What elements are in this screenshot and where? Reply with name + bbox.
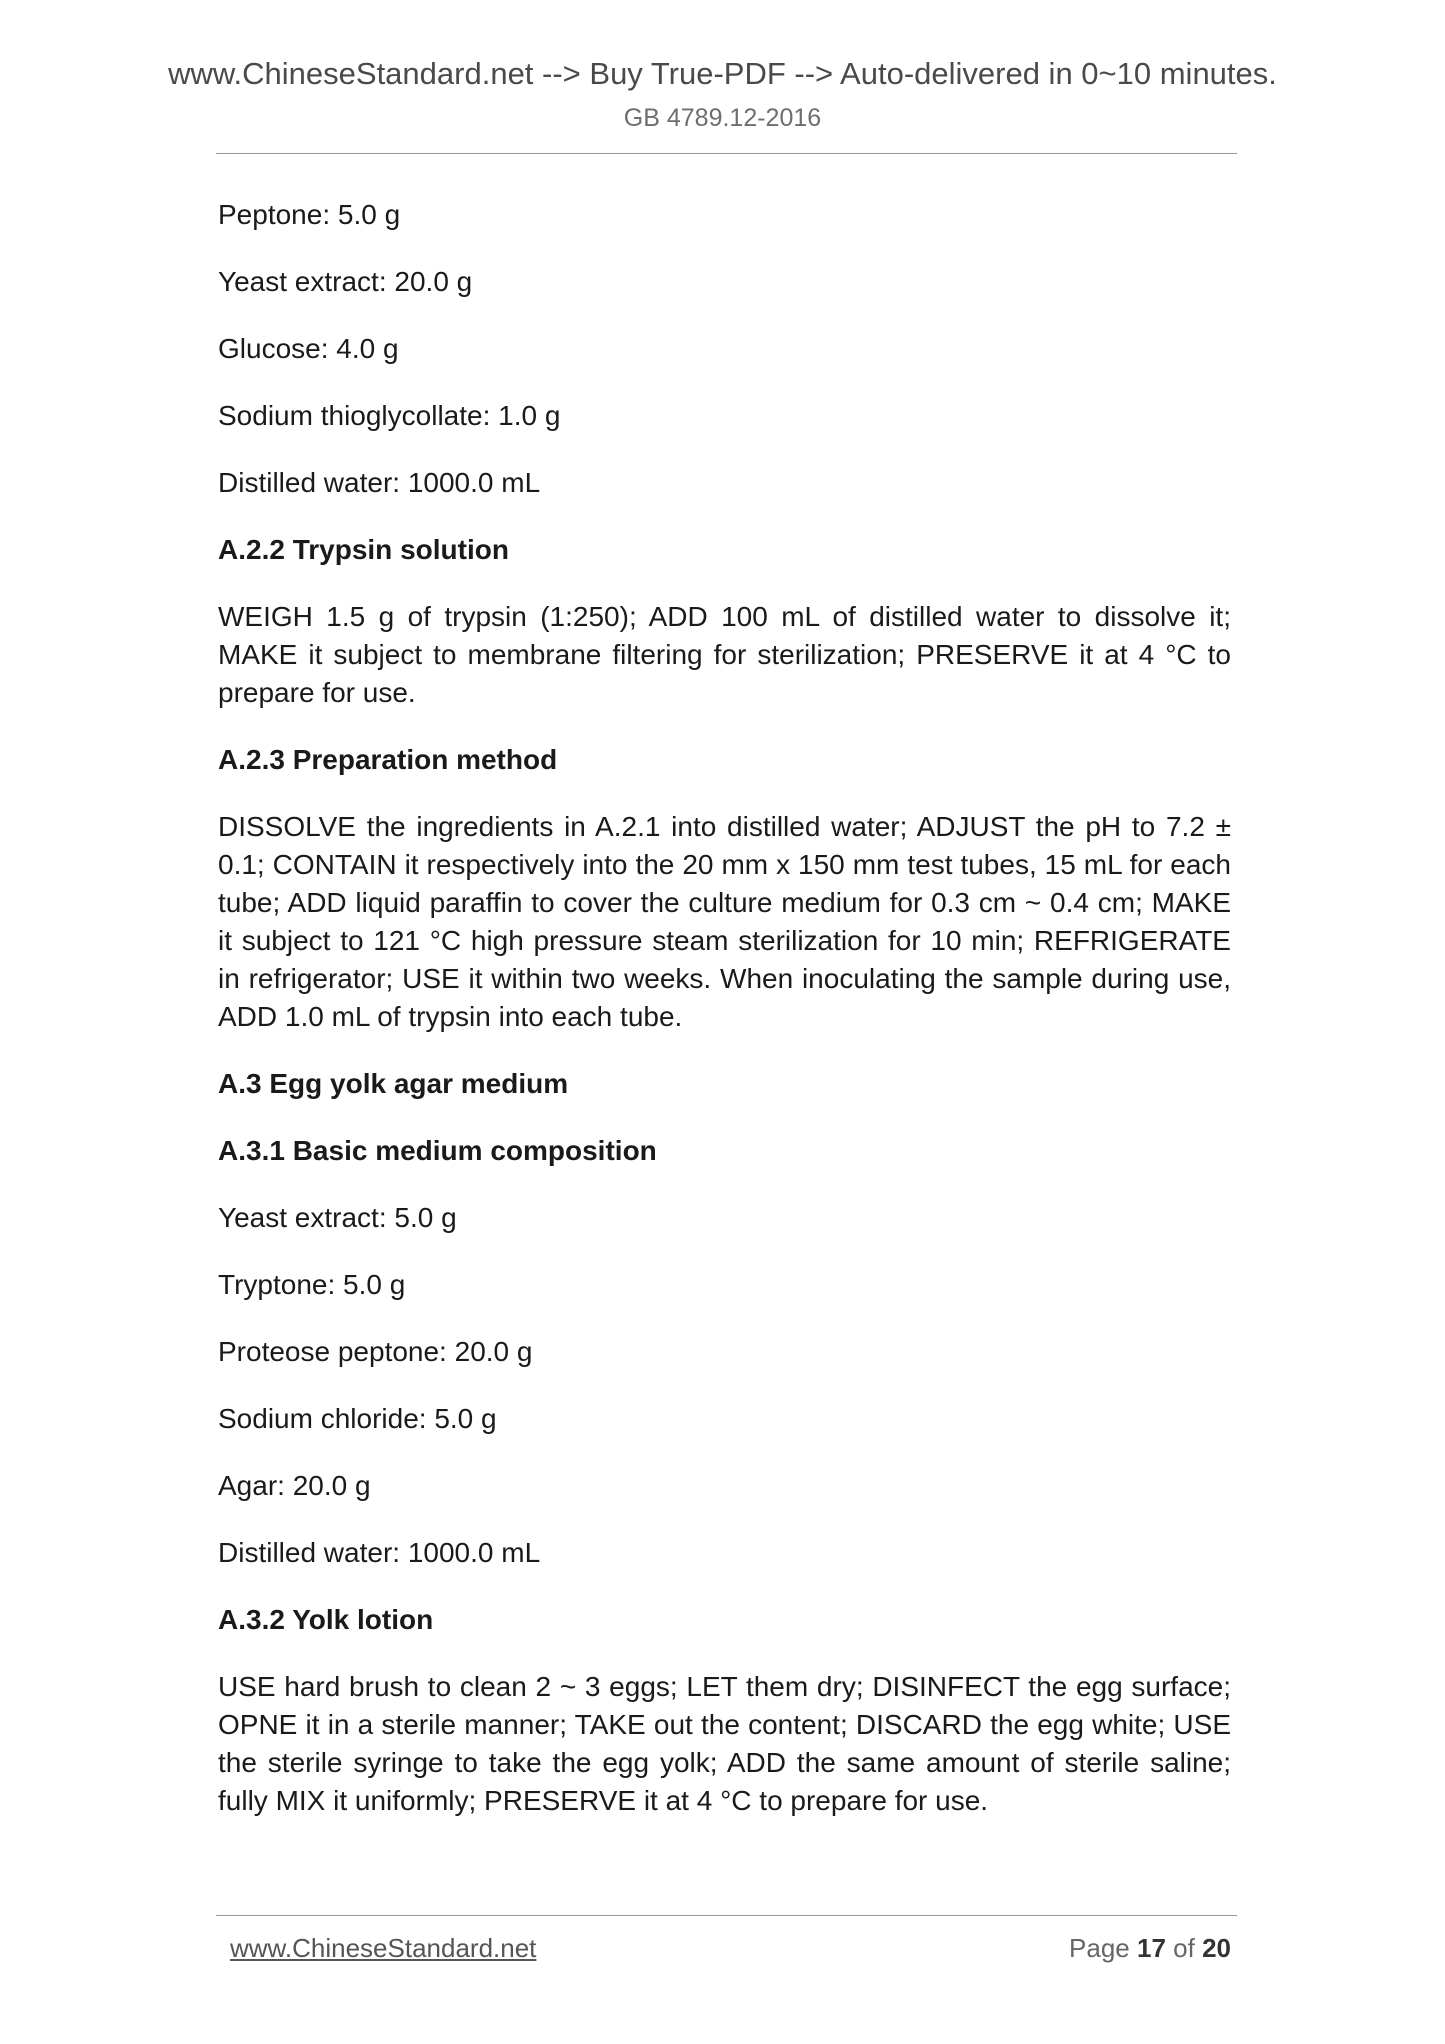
ingredient-peptone: Peptone: 5.0 g xyxy=(218,199,401,230)
page-total: 20 xyxy=(1202,1933,1231,1963)
page-number xyxy=(1069,1933,1231,1964)
page-current: 17 xyxy=(1137,1933,1166,1963)
ingredient-distilled-water: Distilled water: 1000.0 mL xyxy=(218,467,541,498)
section-heading-a23: A.2.3 Preparation method xyxy=(218,744,558,775)
header-banner: www.ChineseStandard.net --> Buy True-PDF --> Auto-delivered in 0~10 minutes. xyxy=(168,56,1277,91)
standard-code: GB 4789.12-2016 xyxy=(623,104,822,132)
paragraph-a32: USE hard brush to clean 2 ~ 3 eggs; LET them dry; DISINFECT the egg surface; OPNE it in a sterile manner; TAKE out the content; DISCARD the egg white; USE the sterile syringe to take the egg yolk; ADD the same amount of sterile saline; fully MIX it uniformly; PRESERVE it at 4 °C to prepare for use. xyxy=(218,1671,1231,1816)
section-heading-a22: A.2.2 Trypsin solution xyxy=(218,534,509,565)
ingredient-sodium-chloride: Sodium chloride: 5.0 g xyxy=(218,1403,497,1434)
ingredient-yeast-extract: Yeast extract: 20.0 g xyxy=(218,266,473,297)
ingredient-proteose-peptone: Proteose peptone: 20.0 g xyxy=(218,1336,533,1367)
paragraph-a22: WEIGH 1.5 g of trypsin (1:250); ADD 100 mL of distilled water to dissolve it; MAKE it subject to membrane filtering for sterilization; PRESERVE it at 4 °C to prepare for use. xyxy=(218,601,1231,708)
section-heading-a3: A.3 Egg yolk agar medium xyxy=(218,1068,569,1099)
document-body xyxy=(218,196,1231,1849)
ingredient-tryptone: Tryptone: 5.0 g xyxy=(218,1269,406,1300)
ingredient-agar: Agar: 20.0 g xyxy=(218,1470,371,1501)
ingredient-yeast-extract-2: Yeast extract: 5.0 g xyxy=(218,1202,457,1233)
page-label: Page xyxy=(1069,1933,1130,1963)
section-heading-a32: A.3.2 Yolk lotion xyxy=(218,1604,434,1635)
page-of-label: of xyxy=(1173,1933,1195,1963)
ingredient-glucose: Glucose: 4.0 g xyxy=(218,333,399,364)
footer-divider xyxy=(216,1915,1237,1916)
paragraph-a23: DISSOLVE the ingredients in A.2.1 into distilled water; ADJUST the pH to 7.2 ± 0.1; CONTAIN it respectively into the 20 mm x 150 mm test tubes, 15 mL for each tube; ADD liquid paraffin to cover the culture medium for 0.3 cm ~ 0.4 cm; MAKE it subject to 121 °C high pressure steam sterilization for 10 min; REFRIGERATE in refrigerator; USE it within two weeks. When inoculating the sample during use, ADD 1.0 mL of trypsin into each tube. xyxy=(218,811,1231,1032)
ingredient-sodium-thioglycollate: Sodium thioglycollate: 1.0 g xyxy=(218,400,561,431)
ingredient-distilled-water-2: Distilled water: 1000.0 mL xyxy=(218,1537,541,1568)
header-divider xyxy=(216,153,1237,154)
footer-website-link[interactable]: www.ChineseStandard.net xyxy=(230,1933,537,1963)
section-heading-a31: A.3.1 Basic medium composition xyxy=(218,1135,657,1166)
